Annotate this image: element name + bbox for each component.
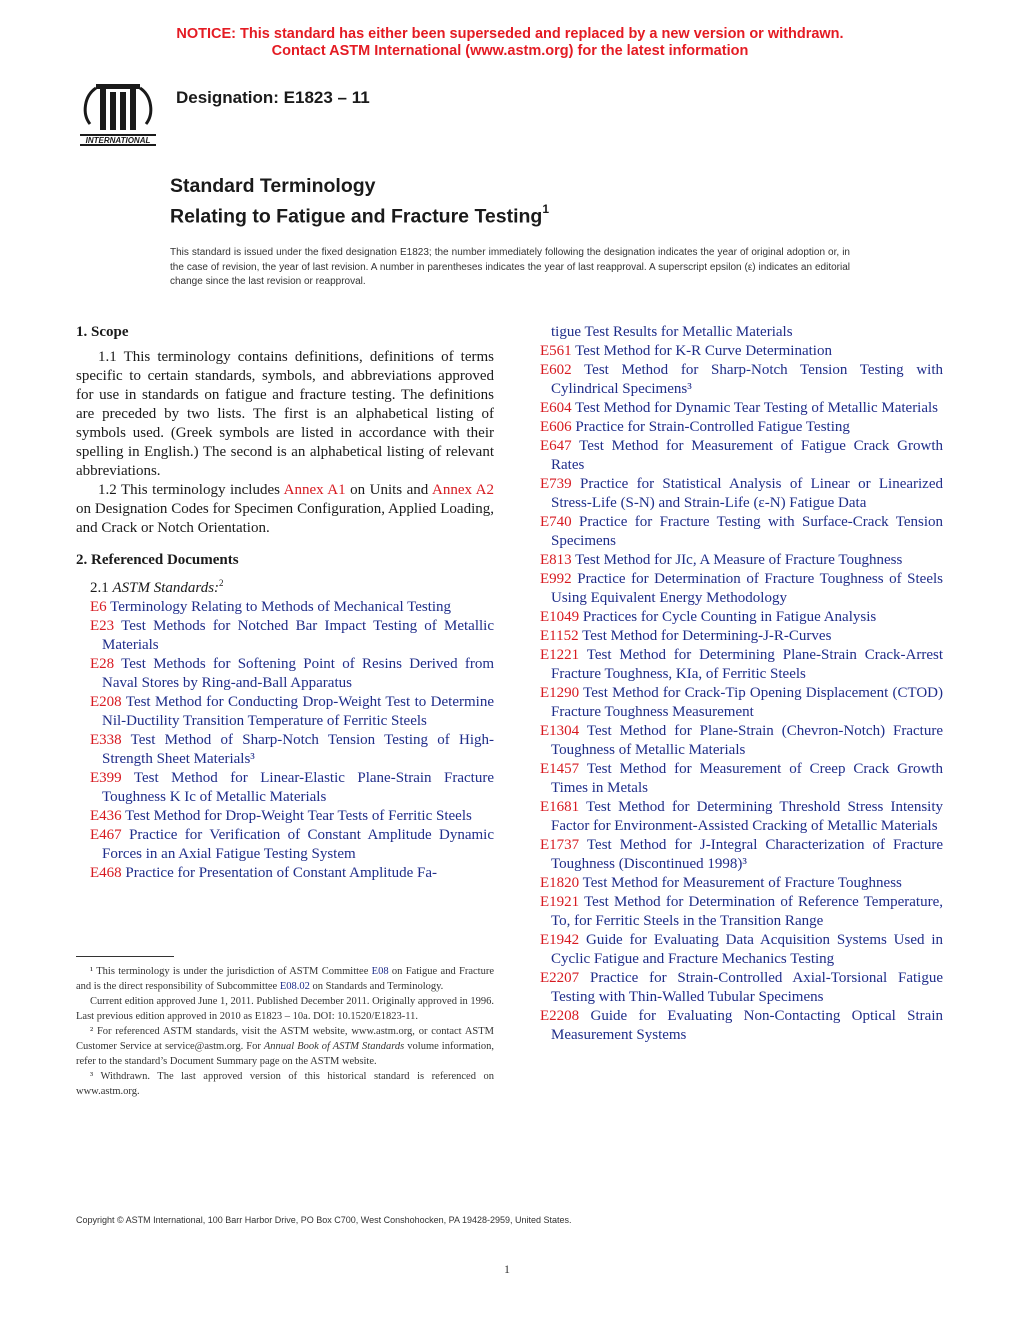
- footnote-1: ¹ This terminology is under the jurisdiction of ASTM Committee E08 on Fatigue and Fracture and is the direct responsibility of Subcommittee E08.02 on Standards and Terminology.: [76, 966, 494, 992]
- reference-item: [540, 1007, 943, 1045]
- reference-code-link[interactable]: E1290: [540, 685, 580, 701]
- reference-title: Test Methods for Notched Bar Impact Testing of Metallic Materials: [102, 618, 494, 653]
- reference-item: [540, 798, 943, 836]
- reference-code-link[interactable]: E6: [90, 599, 107, 615]
- reference-item: [540, 893, 943, 931]
- astm-standards-subheading: 2.1 ASTM Standards:$^2$: [90, 578, 224, 596]
- footnote-1-edition: Current edition approved June 1, 2011. Published December 2011. Originally approved in 1996. Last previous edition approved in 2010 as E1823 – 10a. DOI: 10.1520/E1823-11.: [76, 996, 494, 1022]
- reference-code-link[interactable]: E28: [90, 656, 115, 672]
- reference-item: [540, 627, 943, 646]
- logo-subtext: INTERNATIONAL: [85, 136, 151, 145]
- reference-title: Test Method for K-R Curve Determination: [571, 343, 832, 359]
- reference-item: [76, 731, 494, 769]
- reference-item: [540, 437, 943, 475]
- reference-title: Test Method for Drop-Weight Tear Tests of Ferritic Steels: [121, 808, 472, 824]
- reference-code-link[interactable]: E1942: [540, 932, 580, 948]
- title-line-1: Standard Terminology: [170, 175, 376, 197]
- reference-title: Test Method for Measurement of Creep Crack Growth Times in Metals: [551, 761, 943, 796]
- reference-title: Test Method for Determining Threshold Stress Intensity Factor for Environment-Assisted Cracking of Metallic Materials: [551, 799, 943, 834]
- reference-code-link[interactable]: E467: [90, 827, 122, 843]
- reference-code-link[interactable]: E1457: [540, 761, 580, 777]
- copyright-line: Copyright © ASTM International, 100 Barr Harbor Drive, PO Box C700, West Conshohocken, PA 19428-2959, United States.: [76, 1215, 572, 1225]
- reference-item: [76, 769, 494, 807]
- reference-title: Test Method for Dynamic Tear Testing of Metallic Materials: [571, 400, 939, 416]
- footnote-divider: [76, 956, 174, 957]
- reference-title: Practice for Verification of Constant Amplitude Dynamic Forces in an Axial Fatigue Testing System: [102, 827, 494, 862]
- reference-code-link[interactable]: E2207: [540, 970, 580, 986]
- reference-title: Practice for Strain-Controlled Fatigue Testing: [571, 419, 850, 435]
- reference-title: Practice for Strain-Controlled Axial-Torsional Fatigue Testing with Thin-Walled Tubular Specimens: [551, 970, 943, 1005]
- reference-code-link[interactable]: E606: [540, 419, 572, 435]
- reference-code-link[interactable]: E208: [90, 694, 122, 710]
- reference-item: [540, 608, 943, 627]
- footnote-3: ³ Withdrawn. The last approved version of this historical standard is referenced on www.astm.org.: [76, 1071, 494, 1097]
- annex-a2-link[interactable]: Annex A2: [431, 482, 494, 498]
- reference-title: Test Method for Plane-Strain (Chevron-Notch) Fracture Toughness of Metallic Materials: [551, 723, 943, 758]
- reference-item: [540, 342, 943, 361]
- reference-title: Test Method for Crack-Tip Opening Displacement (CTOD) Fracture Toughness Measurement: [551, 685, 943, 720]
- reference-title: Test Method for Sharp-Notch Tension Testing with Cylindrical Specimens³: [551, 362, 943, 397]
- title-line-2: Relating to Fatigue and Fracture Testing$^1$: [170, 202, 550, 228]
- left-reference-list: [76, 598, 494, 883]
- reference-title: Test Method for J-Integral Characterization of Fracture Toughness (Discontinued 1998)³: [551, 837, 943, 872]
- reference-code-link[interactable]: E1737: [540, 837, 580, 853]
- reference-continuation: tigue Test Results for Metallic Materials: [551, 324, 793, 340]
- reference-item: [540, 399, 943, 418]
- subcommittee-e0802-link[interactable]: E08.02: [279, 981, 310, 992]
- reference-item: [540, 418, 943, 437]
- footnote-2: ² For referenced ASTM standards, visit the ASTM website, www.astm.org, or contact ASTM Customer Service at service@astm.org. For Annual Book of ASTM Standards volume information, refer to the standard’s Document Summary page on the ASTM website.: [76, 1026, 494, 1067]
- reference-code-link[interactable]: E740: [540, 514, 572, 530]
- withdrawal-notice: [0, 26, 1020, 60]
- reference-code-link[interactable]: E23: [90, 618, 115, 634]
- reference-title: Guide for Evaluating Non-Contacting Optical Strain Measurement Systems: [551, 1008, 943, 1043]
- reference-item: [540, 969, 943, 1007]
- reference-item: [540, 684, 943, 722]
- reference-code-link[interactable]: E1304: [540, 723, 580, 739]
- reference-item: [76, 655, 494, 693]
- reference-title: Test Method of Sharp-Notch Tension Testing of High-Strength Sheet Materials³: [102, 732, 494, 767]
- reference-item: [540, 570, 943, 608]
- left-column: [76, 323, 494, 883]
- reference-title: Guide for Evaluating Data Acquisition Systems Used in Cyclic Fatigue and Fracture Mechanics Testing: [551, 932, 943, 967]
- reference-item: [76, 864, 494, 883]
- reference-item: [540, 874, 943, 893]
- reference-item: [540, 836, 943, 874]
- reference-item: [540, 722, 943, 760]
- reference-item: [540, 646, 943, 684]
- reference-item: [76, 807, 494, 826]
- annex-a1-link[interactable]: Annex A1: [283, 482, 346, 498]
- reference-title: Test Method for Measurement of Fracture Toughness: [579, 875, 902, 891]
- reference-code-link[interactable]: E813: [540, 552, 572, 568]
- reference-code-link[interactable]: E2208: [540, 1008, 580, 1024]
- reference-item: [540, 931, 943, 969]
- reference-item: [76, 617, 494, 655]
- reference-code-link[interactable]: E992: [540, 571, 572, 587]
- reference-title: Practice for Statistical Analysis of Linear or Linearized Stress-Life (S-N) and Strain-Life (ε-N) Fatigue Data: [551, 476, 943, 511]
- reference-title: Test Method for Determining Plane-Strain Crack-Arrest Fracture Toughness, KIa, of Ferritic Steels: [551, 647, 943, 682]
- reference-title: Test Method for Determination of Reference Temperature, To, for Ferritic Steels in the Transition Range: [551, 894, 943, 929]
- reference-title: Practices for Cycle Counting in Fatigue Analysis: [579, 609, 877, 625]
- reference-title: Test Method for JIc, A Measure of Fracture Toughness: [571, 552, 903, 568]
- reference-title: Test Methods for Softening Point of Resins Derived from Naval Stores by Ring-and-Ball Apparatus: [102, 656, 494, 691]
- reference-title: Test Method for Conducting Drop-Weight Test to Determine Nil-Ductility Transition Temperature of Ferritic Steels: [102, 694, 494, 729]
- scope-heading: 1. Scope: [76, 324, 129, 340]
- page-number: 1: [504, 1262, 510, 1276]
- reference-item: [76, 826, 494, 864]
- reference-code-link[interactable]: E604: [540, 400, 572, 416]
- footnotes: [76, 964, 494, 1099]
- scope-paragraph-1: 1.1 This terminology contains definitions, definitions of terms specific to certain standards, symbols, and abbreviations approved for use in standards on fatigue and fracture testing. The definitions are preceded by two lists. The first is an alphabetical listing of symbols used. (Greek symbols are listed in accordance with their spelling in English.) The second is an alphabetical listing of relevant abbreviations.: [76, 349, 494, 479]
- astm-logo: [76, 78, 160, 150]
- designation: Designation: E1823 – 11: [176, 88, 370, 107]
- reference-item: [540, 513, 943, 551]
- document-title: [170, 174, 549, 230]
- reference-item: [540, 760, 943, 798]
- reference-item: [76, 693, 494, 731]
- right-reference-list: [540, 342, 943, 1045]
- reference-code-link[interactable]: E436: [90, 808, 122, 824]
- right-column: [540, 323, 943, 1045]
- reference-code-link[interactable]: E561: [540, 343, 572, 359]
- reference-item: [540, 475, 943, 513]
- reference-code-link[interactable]: E338: [90, 732, 122, 748]
- reference-code-link[interactable]: E602: [540, 362, 572, 378]
- committee-e08-link[interactable]: E08: [371, 966, 389, 977]
- issued-note: This standard is issued under the fixed designation E1823; the number immediately following the designation indicates the year of original adoption or, in the case of revision, the year of last revision. A number in parentheses indicates the year of last reapproval. A superscript epsilon (ε) indicates an editorial change since the last revision or reapproval.: [170, 247, 850, 287]
- reference-code-link[interactable]: E1681: [540, 799, 580, 815]
- reference-code-link[interactable]: E739: [540, 476, 572, 492]
- reference-title: Practice for Fracture Testing with Surface-Crack Tension Specimens: [551, 514, 943, 549]
- reference-code-link[interactable]: E399: [90, 770, 122, 786]
- reference-code-link[interactable]: E1221: [540, 647, 580, 663]
- reference-code-link[interactable]: E1152: [540, 628, 579, 644]
- reference-title: Terminology Relating to Methods of Mechanical Testing: [106, 599, 452, 615]
- reference-item: [540, 551, 943, 570]
- reference-code-link[interactable]: E1820: [540, 875, 580, 891]
- referenced-documents-heading: 2. Referenced Documents: [76, 552, 239, 568]
- scope-paragraph-2: 1.2 This terminology includes Annex A1 on Units and Annex A2 on Designation Codes for Specimen Configuration, Applied Loading, and Crack or Notch Orientation.: [76, 482, 494, 536]
- reference-code-link[interactable]: E1049: [540, 609, 580, 625]
- reference-title: Test Method for Determining-J-R-Curves: [578, 628, 832, 644]
- reference-item: [76, 598, 494, 617]
- reference-code-link[interactable]: E647: [540, 438, 572, 454]
- reference-title: Test Method for Linear-Elastic Plane-Strain Fracture Toughness K Ic of Metallic Materials: [102, 770, 494, 805]
- reference-code-link[interactable]: E1921: [540, 894, 580, 910]
- reference-item: [540, 361, 943, 399]
- reference-title: Test Method for Measurement of Fatigue Crack Growth Rates: [551, 438, 943, 473]
- reference-title: Practice for Presentation of Constant Amplitude Fa-: [121, 865, 438, 881]
- reference-title: Practice for Determination of Fracture Toughness of Steels Using Equivalent Energy Methodology: [551, 571, 943, 606]
- notice-line-2: Contact ASTM International (www.astm.org) for the latest information: [271, 43, 749, 59]
- reference-code-link[interactable]: E468: [90, 865, 122, 881]
- notice-line-1: NOTICE: This standard has either been superseded and replaced by a new version or withdrawn.: [176, 26, 844, 42]
